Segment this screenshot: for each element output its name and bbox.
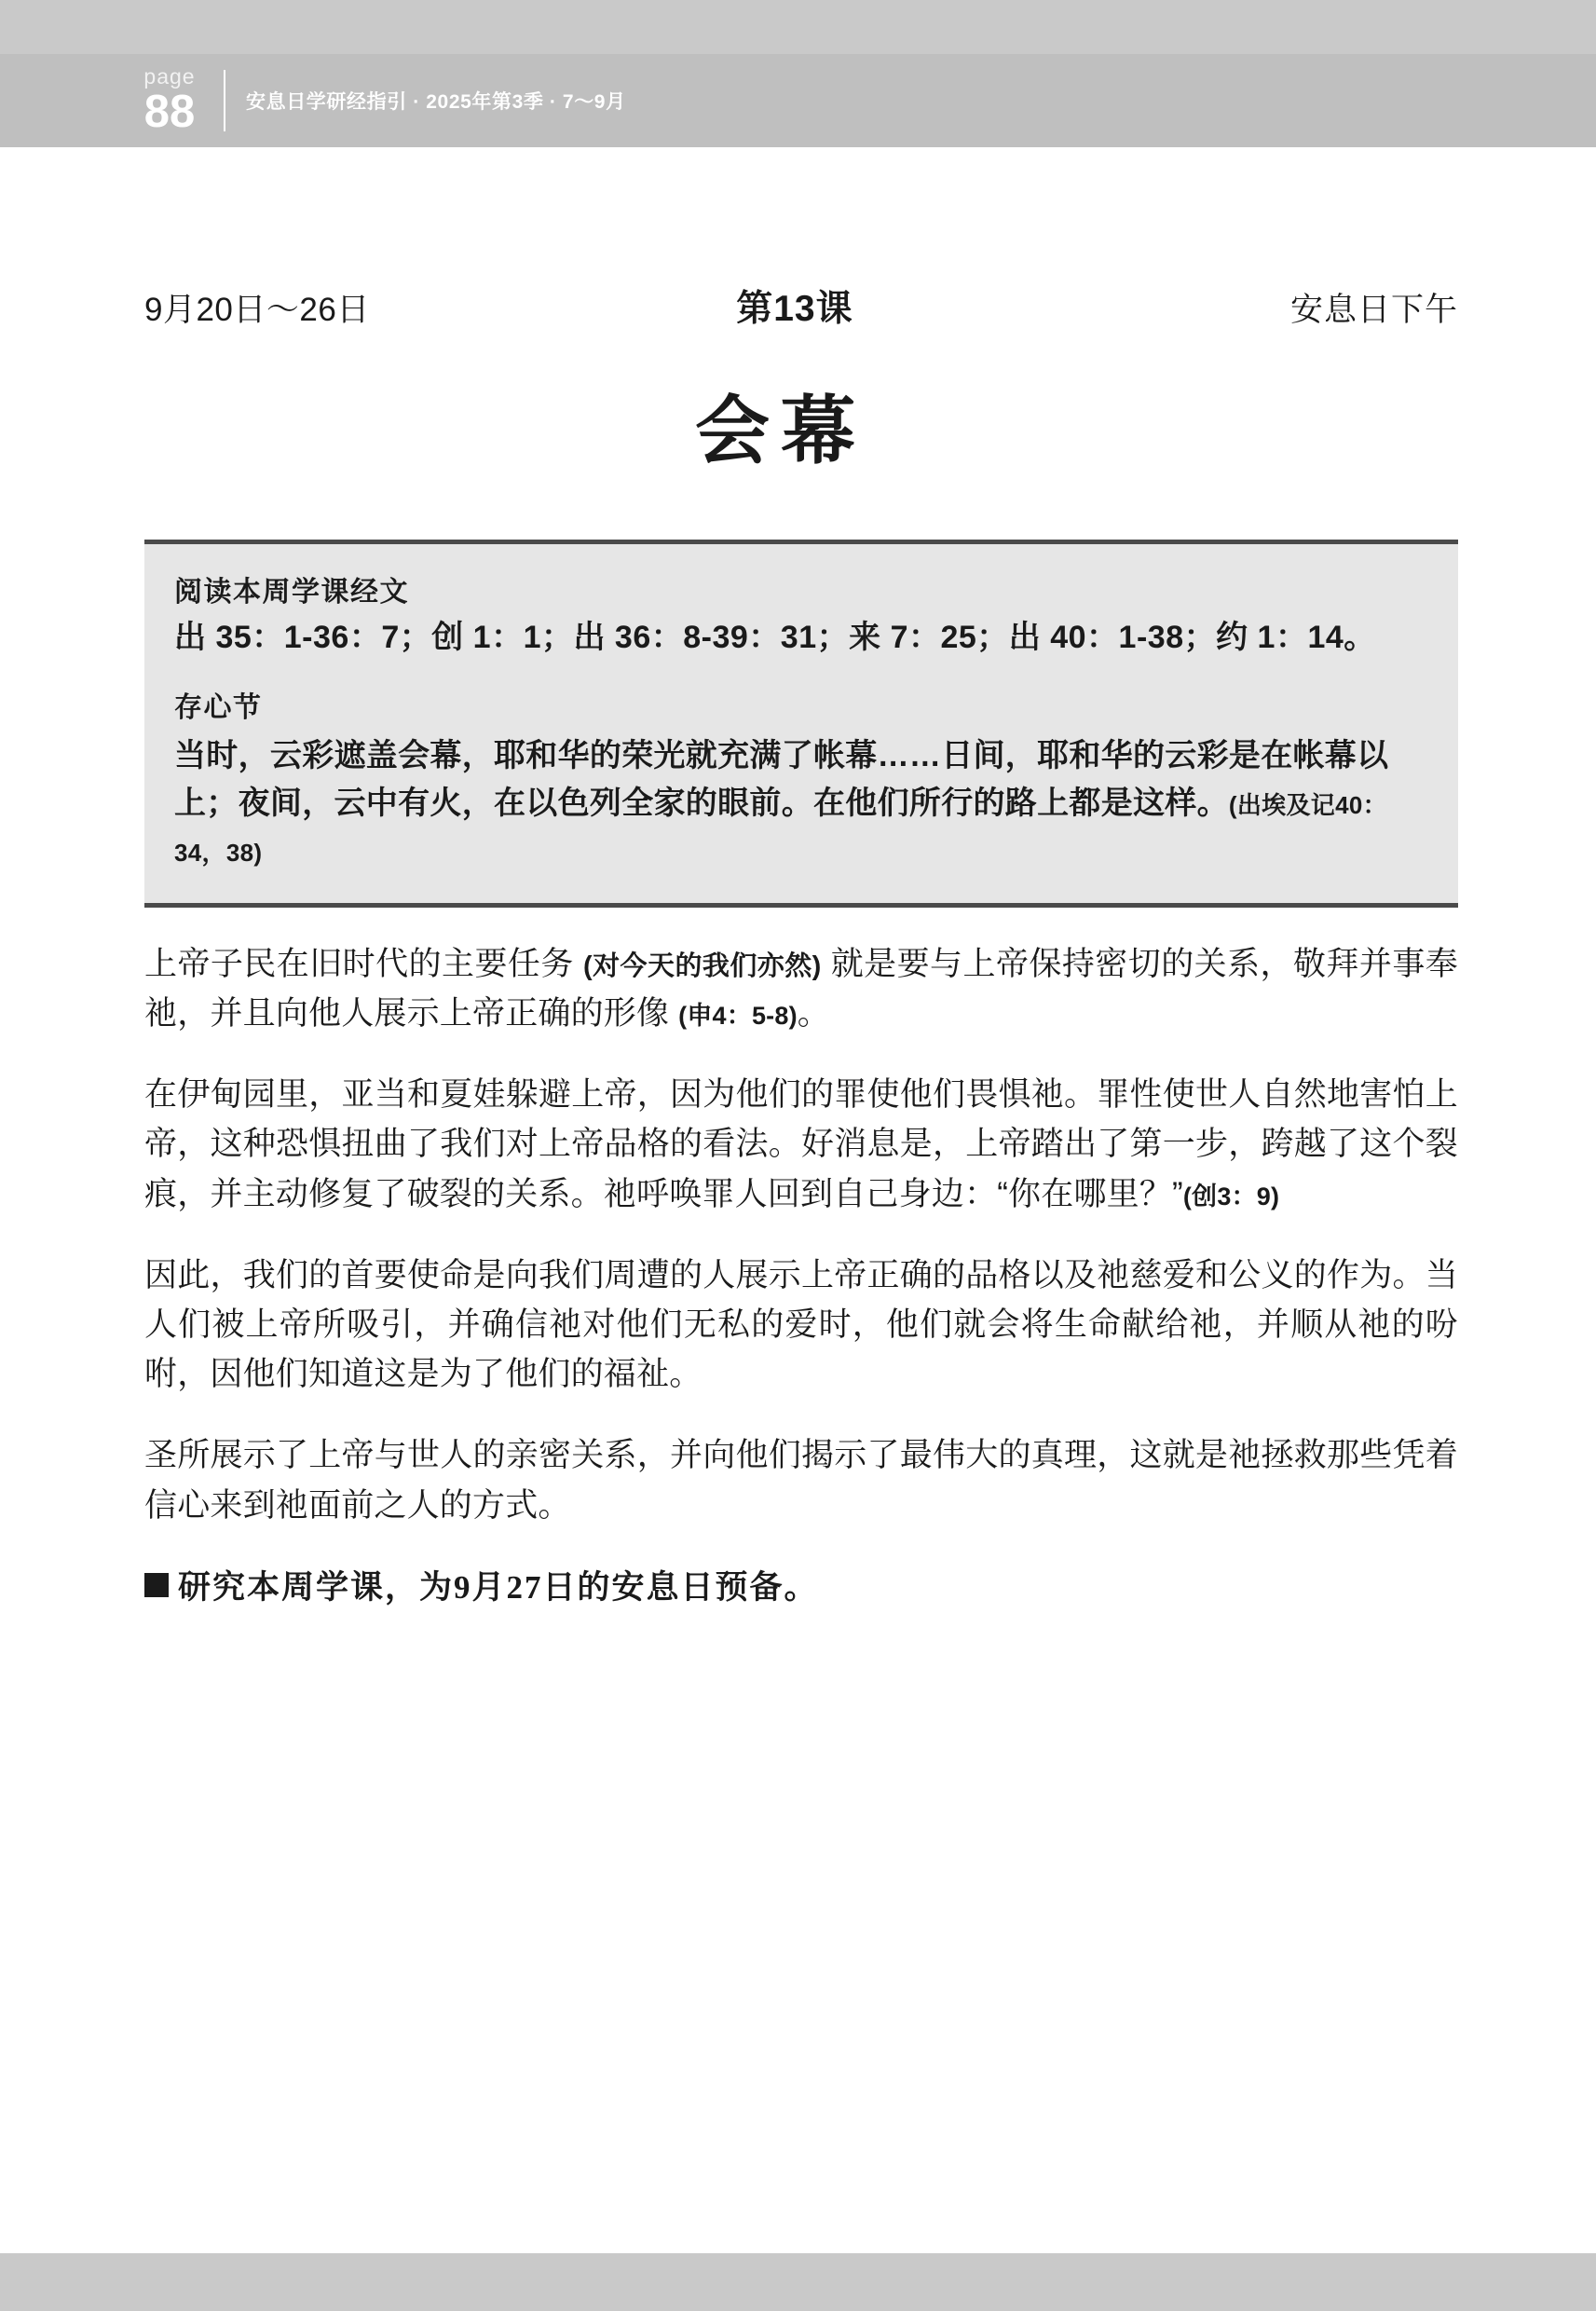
main-content <box>98 280 1505 1608</box>
top-edge-band <box>0 0 1596 54</box>
bottom-edge-band <box>0 2253 1596 2311</box>
paragraph-1-part-b: 就是要与上帝保持密切的关系，敬拜并事奉祂，并且向他人展示上帝正确的形像 <box>144 945 1458 1032</box>
paragraph-4: 圣所展示了上帝与世人的亲密关系，并向他们揭示了最伟大的真理，这就是祂拯救那些凭着信心来到祂面前之人的方式。 <box>144 1437 1458 1524</box>
paragraph-3: 因此，我们的首要使命是向我们周遭的人展示上帝正确的品格以及祂慈爱和公义的作为。当人们被上帝所吸引，并确信祂对他们无私的爱时，他们就会将生命献给祂，并顺从祂的吩咐，因他们知道这是为了他们的福祉。 <box>144 1256 1458 1393</box>
running-head <box>0 54 1596 147</box>
paragraph-1-aside: (对今天的我们亦然) <box>583 950 822 981</box>
page-title: 会幕 <box>695 390 866 472</box>
paragraph-1-reference: (申4：5-8) <box>678 1002 798 1031</box>
paragraph-1-part-c: 。 <box>797 995 830 1032</box>
study-note <box>144 1562 1458 1608</box>
paragraph-2 <box>144 1070 1458 1219</box>
scripture-references: 出 35：1-36：7；创 1：1；出 36：8-39：31；来 7：25；出 40：1-38；约 1：14。 <box>174 620 1376 655</box>
study-note-text: 研究本周学课，为9月27日的安息日预备。 <box>178 1568 819 1606</box>
page-number: 88 <box>143 87 196 137</box>
lesson-meta-row <box>144 280 1458 332</box>
paragraph-1 <box>144 939 1458 1038</box>
paragraph-2-text: 在伊甸园里，亚当和夏娃躲避上帝，因为他们的罪使他们畏惧祂。罪性使世人自然地害怕上帝，这种恐惧扭曲了我们对上帝品格的看法。好消息是，上帝踏出了第一步，跨越了这个裂痕，并主动修复了破裂的关系。祂呼唤罪人回到自己身边：“你在哪里？” <box>144 1076 1458 1212</box>
paragraph-1-part-a: 上帝子民在旧时代的主要任务 <box>144 945 583 982</box>
lesson-date-range: 9月20日～26日 <box>144 292 370 328</box>
body-text <box>144 939 1458 1608</box>
square-bullet-icon <box>144 1573 169 1597</box>
scripture-box <box>144 540 1458 908</box>
lesson-day-label: 安息日下午 <box>1289 292 1458 328</box>
page-word-label: page <box>143 64 196 89</box>
page-number-block <box>119 66 220 135</box>
lesson-number: 第13课 <box>736 289 853 329</box>
paragraph-2-reference: (创3：9) <box>1182 1182 1280 1210</box>
read-label: 阅读本周学课经文 <box>174 577 409 608</box>
running-head-title: 安息日学研经指引 · 2025年第3季 · 7～9月 <box>246 91 626 113</box>
running-head-divider <box>224 70 225 131</box>
memory-verse-text: 当时，云彩遮盖会幕，耶和华的荣光就充满了帐幕……日间，耶和华的云彩是在帐幕以上；夜间，云中有火，在以色列全家的眼前。在他们所行的路上都是这样。 <box>174 737 1389 821</box>
memory-verse <box>174 732 1428 875</box>
memory-label: 存心节 <box>174 691 263 723</box>
memory-verse-reference: (出埃及记40：34，38) <box>174 790 1387 867</box>
